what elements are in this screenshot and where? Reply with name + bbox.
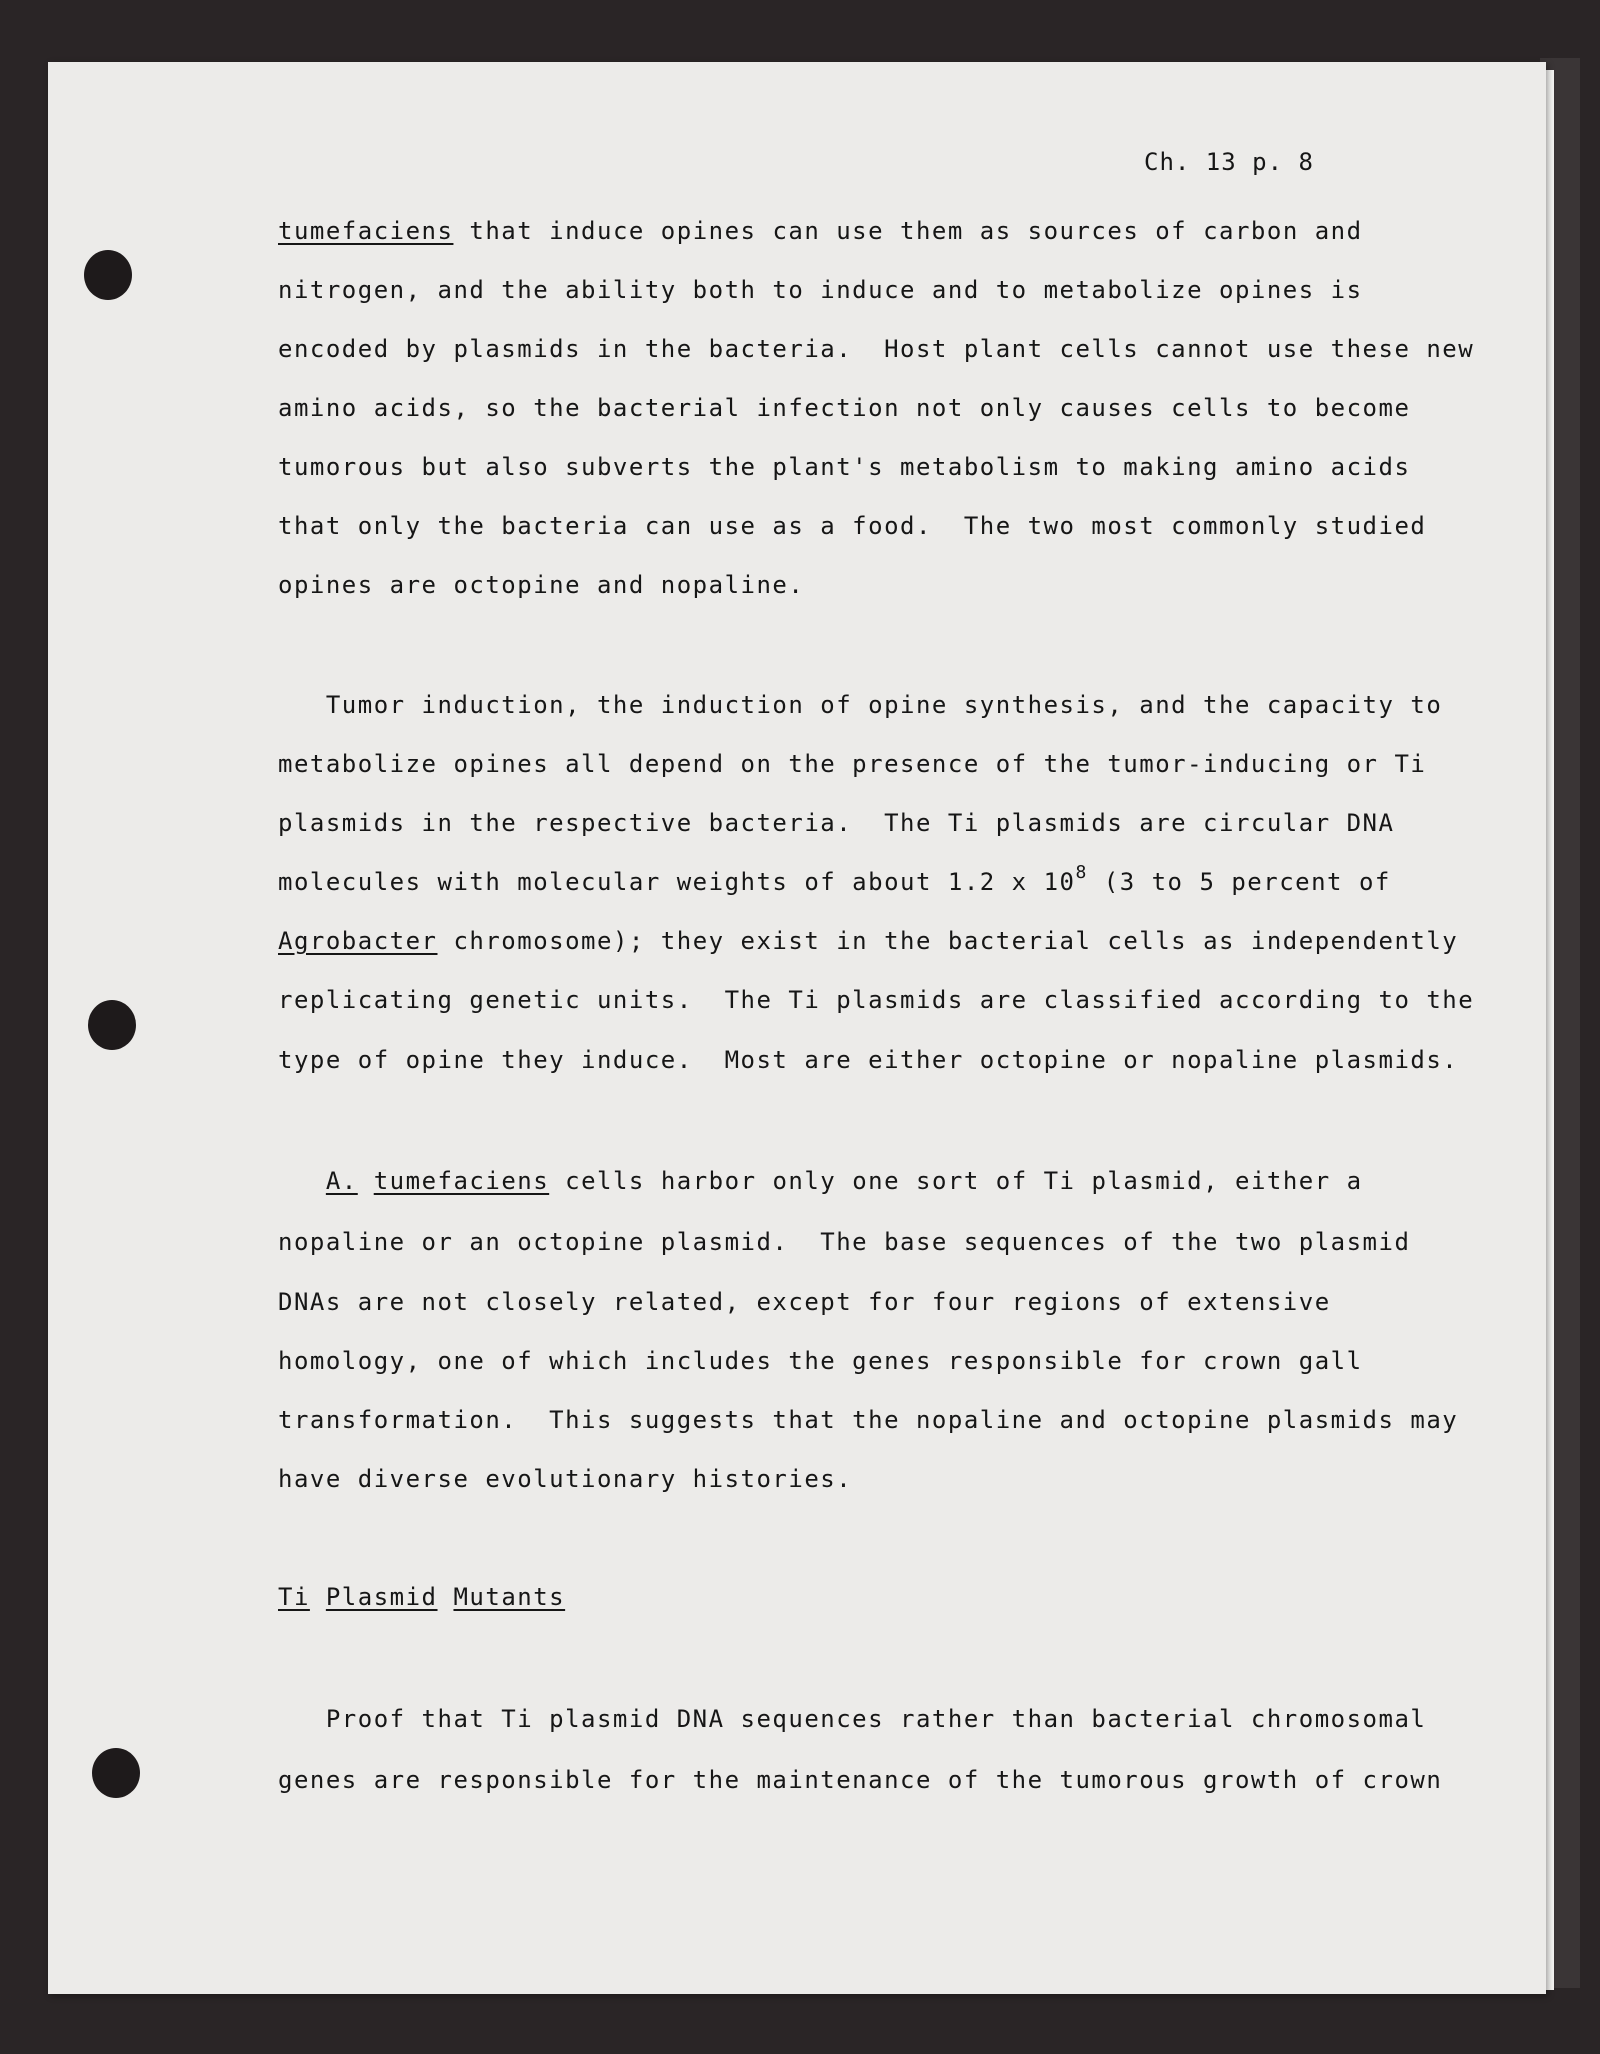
text-line: have diverse evolutionary histories. — [278, 1465, 853, 1493]
text-segment — [358, 1167, 374, 1195]
heading-word: Plasmid — [325, 1583, 438, 1611]
text-line: genes are responsible for the maintenance of the tumorous growth of crown — [278, 1766, 1443, 1794]
text-line: metabolize opines all depend on the presence of the tumor-inducing or Ti — [278, 750, 1427, 778]
punch-hole-top — [84, 250, 132, 300]
italic-term: tumefaciens — [278, 217, 454, 245]
italic-term: A. — [325, 1167, 358, 1195]
text-line: Proof that Ti plasmid DNA sequences rather than bacterial chromosomal — [278, 1705, 1427, 1733]
italic-term: Agrobacter — [278, 927, 438, 955]
text-line: homology, one of which includes the genes responsible for crown gall — [278, 1347, 1363, 1375]
text-segment: cells harbor only one sort of Ti plasmid, either a — [549, 1167, 1363, 1195]
text-line: DNAs are not closely related, except for four regions of extensive — [278, 1288, 1331, 1316]
heading-word: Ti — [278, 1583, 310, 1611]
punch-hole-bottom — [92, 1748, 140, 1798]
page-number: Ch. 13 p. 8 — [1144, 148, 1314, 176]
text-line — [278, 216, 1363, 246]
heading-word: Mutants — [453, 1583, 566, 1611]
superscript-exponent: 8 — [1075, 862, 1088, 883]
text-line: encoded by plasmids in the bacteria. Host plant cells cannot use these new — [278, 335, 1475, 363]
punch-hole-middle — [88, 1000, 136, 1050]
sheet-edge — [1546, 70, 1554, 1990]
text-line: opines are octopine and nopaline. — [278, 571, 805, 599]
text-line: Tumor induction, the induction of opine synthesis, and the capacity to — [278, 691, 1443, 719]
text-line — [278, 862, 1391, 897]
text-line: type of opine they induce. Most are either octopine or nopaline plasmids. — [278, 1046, 1459, 1074]
text-line: nopaline or an octopine plasmid. The base sequences of the two plasmid — [278, 1228, 1411, 1256]
text-line — [278, 926, 1458, 956]
text-line: plasmids in the respective bacteria. The Ti plasmids are circular DNA — [278, 809, 1395, 837]
text-line: that only the bacteria can use as a food. The two most commonly studied — [278, 512, 1427, 540]
text-segment: molecules with molecular weights of about 1.2 x 10 — [278, 868, 1076, 896]
italic-term: tumefaciens — [373, 1167, 550, 1195]
text-segment: that induce opines can use them as sources of carbon and — [453, 217, 1363, 245]
text-line — [278, 1166, 1363, 1196]
text-segment: (3 to 5 percent of — [1087, 868, 1391, 896]
text-line: replicating genetic units. The Ti plasmids are classified according to the — [278, 986, 1475, 1014]
text-line: transformation. This suggests that the nopaline and octopine plasmids may — [278, 1406, 1459, 1434]
indent — [278, 1167, 326, 1195]
text-line: nitrogen, and the ability both to induce and to metabolize opines is — [278, 276, 1363, 304]
section-heading — [278, 1582, 565, 1612]
text-segment: chromosome); they exist in the bacterial cells as independently — [437, 927, 1459, 955]
text-line: amino acids, so the bacterial infection not only causes cells to become — [278, 394, 1411, 422]
text-line: tumorous but also subverts the plant's metabolism to making amino acids — [278, 453, 1411, 481]
